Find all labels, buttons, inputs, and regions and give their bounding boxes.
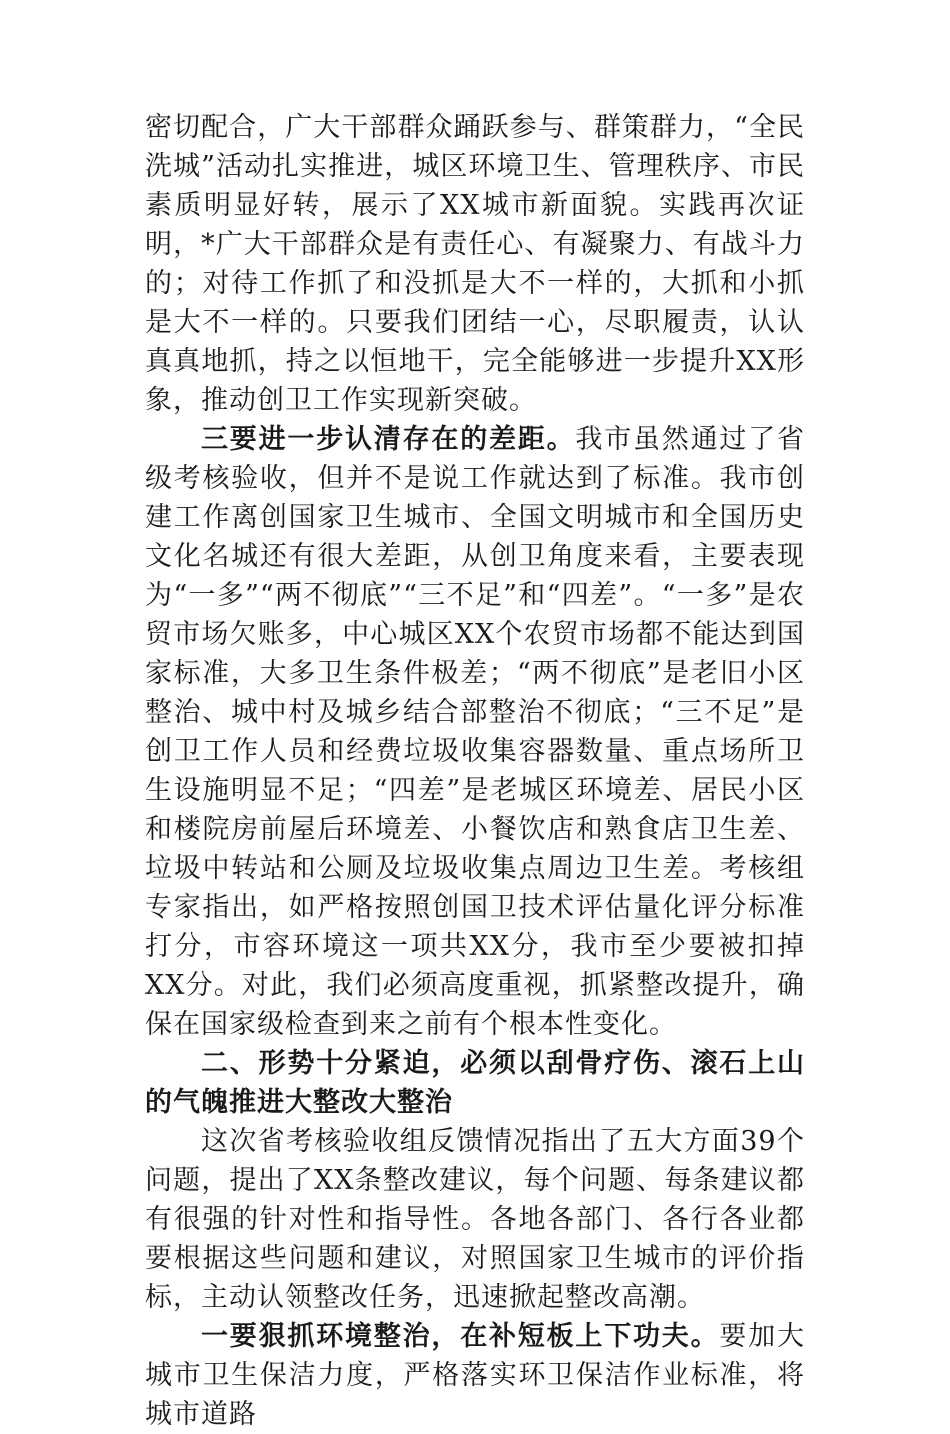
paragraph-environment xyxy=(145,1317,805,1434)
paragraph-text: 这次省考核验收组反馈情况指出了五大方面39个问题，提出了XX条整改建议，每个问题、每条建议都有很强的针对性和指导性。各地各部门、各行各业都要根据这些问题和建议，对照国家卫生城市的评价指标，主动认领整改任务，迅速掀起整改高潮。 xyxy=(145,1126,805,1313)
paragraph-gap-awareness xyxy=(145,420,805,1044)
document-body xyxy=(145,108,805,1434)
section-heading-text: 二、形势十分紧迫，必须以刮骨疗伤、滚石上山的气魄推进大整改大整治 xyxy=(145,1048,805,1118)
paragraph-lead: 三要进一步认清存在的差距。 xyxy=(201,424,576,455)
paragraph-text: 我市虽然通过了省级考核验收，但并不是说工作就达到了标准。我市创建工作离创国家卫生城市、全国文明城市和全国历史文化名城还有很大差距，从创卫角度来看，主要表现为“一多”“两不彻底”“三不足”和“四差”。“一多”是农贸市场欠账多，中心城区XX个农贸市场都不能达到国家标准，大多卫生条件极差；“两不彻底”是老旧小区整治、城中村及城乡结合部整治不彻底；“三不足”是创卫工作人员和经费垃圾收集容器数量、重点场所卫生设施明显不足；“四差”是老城区环境差、居民小区和楼院房前屋后环境差、小餐饮店和熟食店卫生差、垃圾中转站和公厕及垃圾收集点周边卫生差。考核组专家指出，如严格按照创国卫技术评估量化评分标准打分，市容环境这一项共XX分，我市至少要被扣掉XX分。对此，我们必须高度重视，抓紧整改提升，确保在国家级检查到来之前有个根本性变化。 xyxy=(145,424,806,1040)
paragraph-lead: 一要狠抓环境整治，在补短板上下功夫。 xyxy=(201,1321,720,1352)
paragraph-text: 密切配合，广大干部群众踊跃参与、群策群力，“全民洗城”活动扎实推进，城区环境卫生、管理秩序、市民素质明显好转，展示了XX城市新面貌。实践再次证明，*广大干部群众是有责任心、有凝聚力、有战斗力的；对待工作抓了和没抓是大不一样的，大抓和小抓是大不一样的。只要我们团结一心，尽职履责，认认真真地抓，持之以恒地干，完全能够进一步提升XX形象，推动创卫工作实现新突破。 xyxy=(145,112,805,416)
paragraph-text: 要加大城市卫生保洁力度，严格落实环卫保洁作业标准，将城市道路 xyxy=(145,1321,806,1430)
section-heading xyxy=(145,1044,805,1122)
paragraph-continuation xyxy=(145,108,805,420)
paragraph-rectification xyxy=(145,1122,805,1317)
